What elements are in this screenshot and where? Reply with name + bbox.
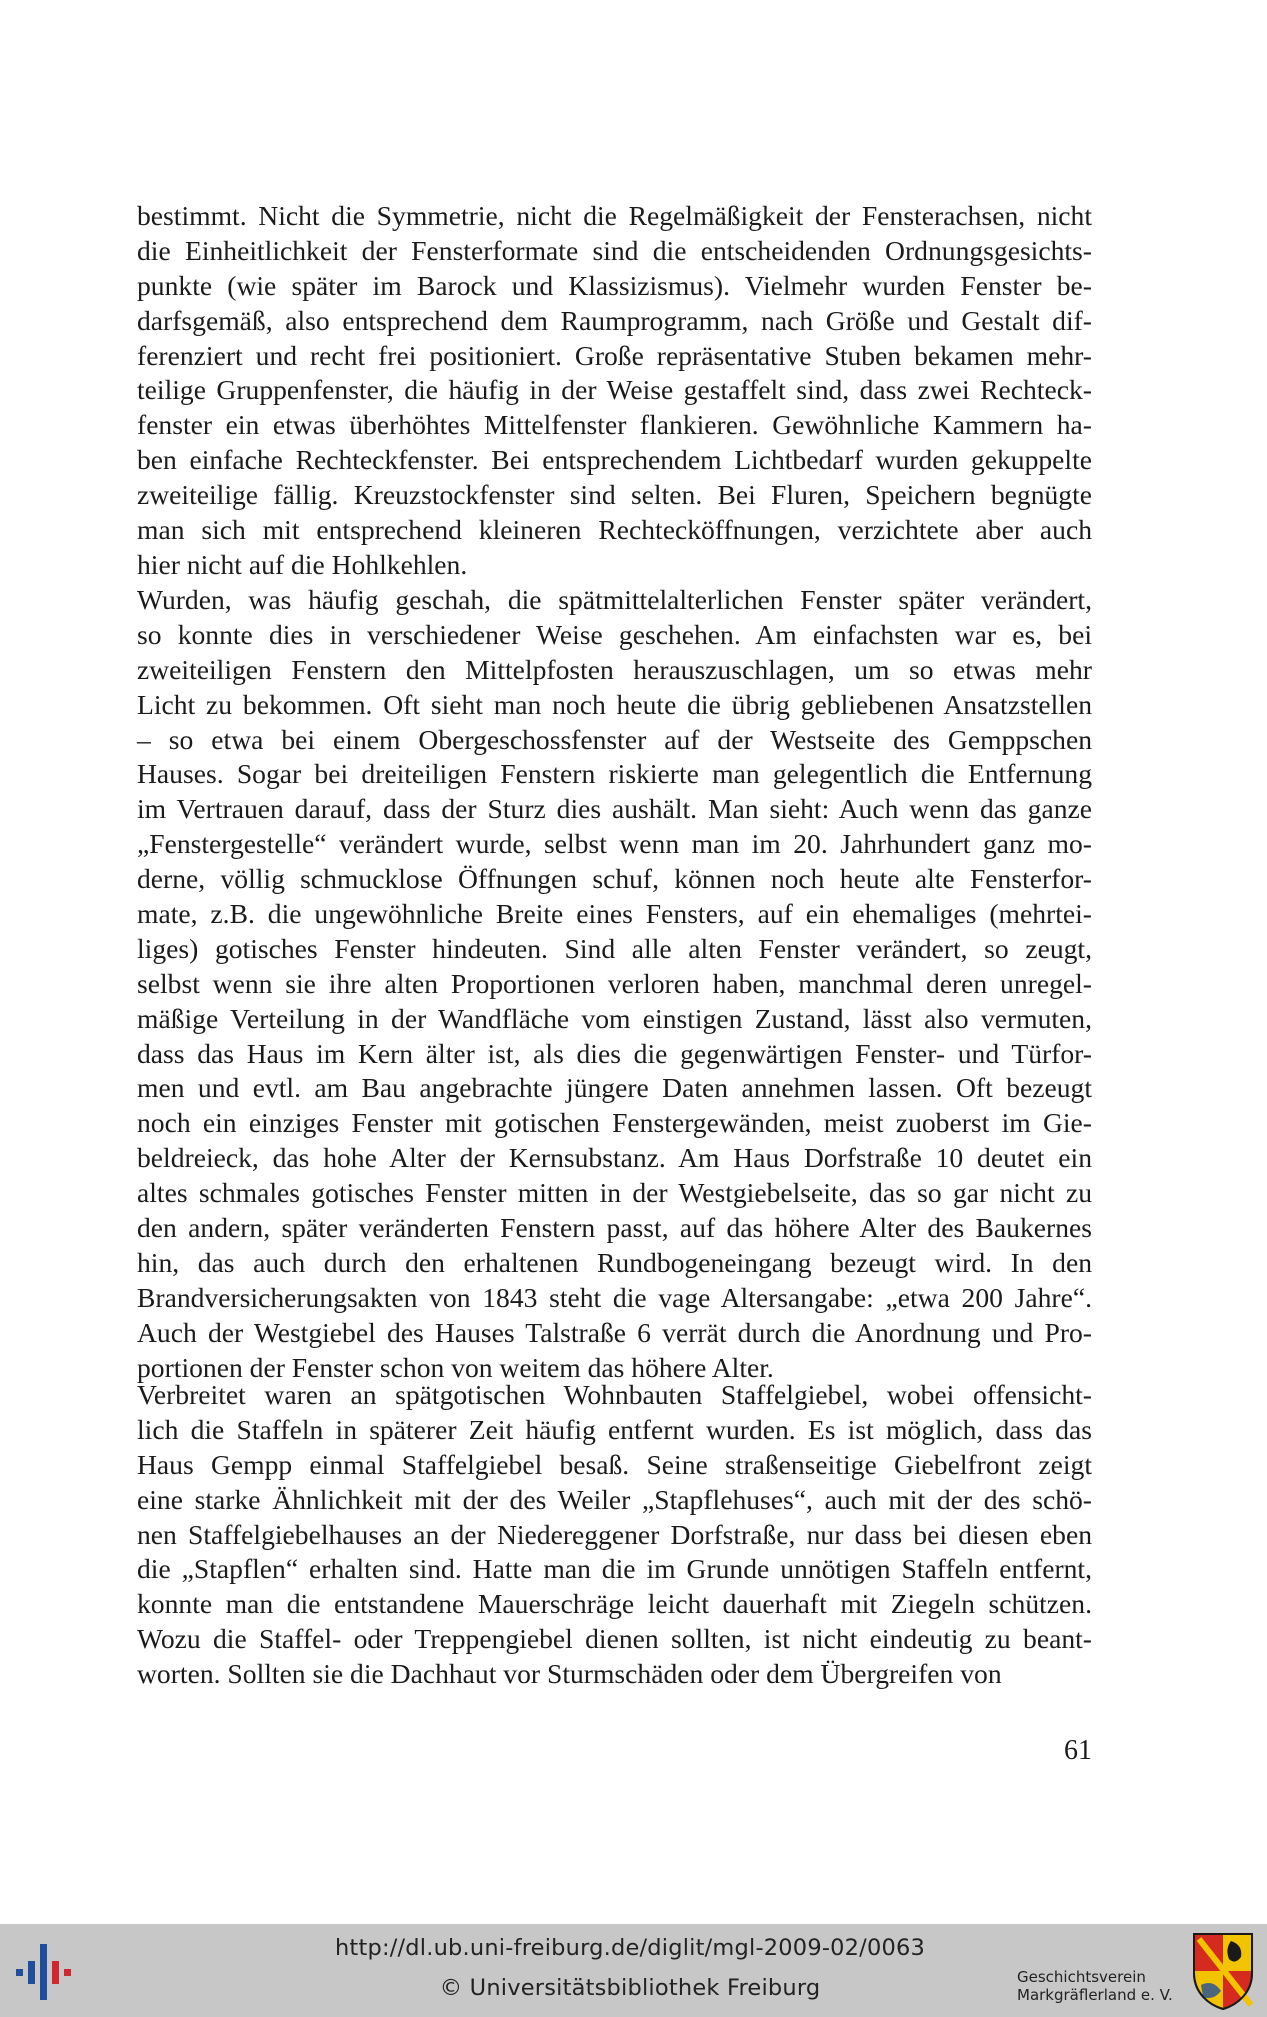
text-line: Verbreitet waren an spätgotischen Wohnbauten Staffelgiebel, wobei offensicht-: [137, 1379, 1092, 1410]
coat-of-arms-icon: [1191, 1931, 1255, 2011]
text-line: eine starke Ähnlichkeit mit der des Weiler „Stapflehuses“, auch mit der des schö-: [137, 1483, 1092, 1515]
text-line: Wurden, was häufig geschah, die spätmittelalterlichen Fenster später verändert,: [137, 584, 1092, 615]
text-line: dass das Haus im Kern älter ist, als dies die gegenwärtigen Fenster- und Türfor-: [137, 1037, 1092, 1069]
text-line: zweiteiligen Fenstern den Mittelpfosten herauszuschlagen, um so etwas mehr: [137, 653, 1092, 685]
text-line: „Fenstergestelle“ verändert wurde, selbst wenn man im 20. Jahrhundert ganz mo-: [137, 828, 1092, 860]
text-line: ben einfache Rechteckfenster. Bei entsprechendem Lichtbedarf wurden gekuppelte: [137, 444, 1092, 476]
society-name-line-1: Geschichtsverein: [1017, 1968, 1146, 1986]
text-line: lich die Staffeln in späterer Zeit häufig entfernt wurden. Es ist möglich, dass das: [137, 1413, 1092, 1445]
text-line: – so etwa bei einem Obergeschossfenster auf der Westseite des Gemppschen: [137, 723, 1092, 755]
text-line: Auch der Westgiebel des Hauses Talstraße 6 verrät durch die Anordnung und Pro-: [137, 1316, 1092, 1348]
text-line: altes schmales gotisches Fenster mitten in der Westgiebelseite, das so gar nicht zu: [137, 1177, 1092, 1209]
text-line: portionen der Fenster schon von weitem das höhere Alter.: [137, 1351, 774, 1383]
library-logo-icon[interactable]: [14, 1942, 84, 2002]
text-line: selbst wenn sie ihre alten Proportionen verloren haben, manchmal deren unregel-: [137, 967, 1092, 999]
text-line: worten. Sollten sie die Dachhaut vor Sturmschäden oder dem Übergreifen von: [137, 1658, 1002, 1690]
text-line: Hauses. Sogar bei dreiteiligen Fenstern riskierte man gelegentlich die Entfernung: [137, 758, 1092, 790]
text-line: Wozu die Staffel- oder Treppengiebel dienen sollten, ist nicht eindeutig zu beant-: [137, 1623, 1092, 1655]
text-line: die „Stapflen“ erhalten sind. Hatte man die im Grunde unnötigen Staffeln entfernt,: [137, 1553, 1092, 1585]
text-line: beldreieck, das hohe Alter der Kernsubstanz. Am Haus Dorfstraße 10 deutet ein: [137, 1142, 1092, 1174]
text-line: hier nicht auf die Hohlkehlen.: [137, 548, 468, 580]
source-url-link[interactable]: http://dl.ub.uni-freiburg.de/diglit/mgl-2009-02/0063: [334, 1935, 926, 1961]
paragraph: [137, 199, 1092, 583]
text-line: derne, völlig schmucklose Öffnungen schuf, können noch heute alte Fensterfor-: [137, 863, 1092, 895]
copyright-text: © Universitätsbibliothek Freiburg: [439, 1975, 821, 2001]
text-line: zweiteilige fällig. Kreuzstockfenster sind selten. Bei Fluren, Speichern begnügte: [137, 479, 1092, 511]
footer-bar: [0, 1924, 1267, 2017]
text-line: liges) gotisches Fenster hindeuten. Sind alle alten Fenster verändert, so zeugt,: [137, 932, 1092, 964]
society-name-line-2: Markgräflerland e. V.: [1017, 1986, 1173, 2004]
text-line: mate, z.B. die ungewöhnliche Breite eines Fensters, auf ein ehemaliges (mehrtei-: [137, 898, 1092, 930]
text-line: mäßige Verteilung in der Wandfläche vom einstigen Zustand, lässt also vermuten,: [137, 1002, 1092, 1034]
society-name: [1017, 1968, 1187, 2004]
text-line: hin, das auch durch den erhaltenen Rundbogeneingang bezeugt wird. In den: [137, 1246, 1092, 1278]
text-line: im Vertrauen darauf, dass der Sturz dies aushält. Man sieht: Auch wenn das ganze: [137, 793, 1092, 825]
text-line: die Einheitlichkeit der Fensterformate sind die entscheidenden Ordnungsgesichts-: [137, 234, 1092, 266]
text-line: Licht zu bekommen. Oft sieht man noch heute die übrig gebliebenen Ansatzstellen: [137, 688, 1092, 720]
text-line: nen Staffelgiebelhauses an der Niedereggener Dorfstraße, nur dass bei diesen eben: [137, 1518, 1092, 1550]
text-line: men und evtl. am Bau angebrachte jüngere Daten annehmen lassen. Oft bezeugt: [137, 1072, 1092, 1104]
text-line: noch ein einziges Fenster mit gotischen Fenstergewänden, meist zuoberst im Gie-: [137, 1107, 1092, 1139]
text-line: bestimmt. Nicht die Symmetrie, nicht die Regelmäßigkeit der Fensterachsen, nicht: [137, 200, 1092, 231]
text-line: ferenziert und recht frei positioniert. Große repräsentative Stuben bekamen mehr-: [137, 339, 1092, 371]
text-line: darfsgemäß, also entsprechend dem Raumprogramm, nach Größe und Gestalt dif-: [137, 304, 1092, 336]
text-line: Haus Gempp einmal Staffelgiebel besaß. Seine straßenseitige Giebelfront zeigt: [137, 1448, 1092, 1480]
text-line: den andern, später veränderten Fenstern passt, auf das höhere Alter des Baukernes: [137, 1212, 1092, 1244]
paragraph: [137, 1378, 1092, 1692]
text-line: fenster ein etwas überhöhtes Mittelfenster flankieren. Gewöhnliche Kammern ha-: [137, 409, 1092, 441]
text-line: Brandversicherungsakten von 1843 steht die vage Altersangabe: „etwa 200 Jahre“.: [137, 1281, 1092, 1313]
text-line: so konnte dies in verschiedener Weise geschehen. Am einfachsten war es, bei: [137, 618, 1092, 650]
page-number: 61: [1064, 1735, 1092, 1766]
text-line: man sich mit entsprechend kleineren Rechtecköffnungen, verzichtete aber auch: [137, 514, 1092, 546]
text-line: konnte man die entstandene Mauerschräge leicht dauerhaft mit Ziegeln schützen.: [137, 1588, 1092, 1620]
paragraph: [137, 583, 1092, 1385]
text-line: teilige Gruppenfenster, die häufig in der Weise gestaffelt sind, dass zwei Rechteck-: [137, 374, 1092, 406]
text-line: punkte (wie später im Barock und Klassizismus). Vielmehr wurden Fenster be-: [137, 269, 1092, 301]
